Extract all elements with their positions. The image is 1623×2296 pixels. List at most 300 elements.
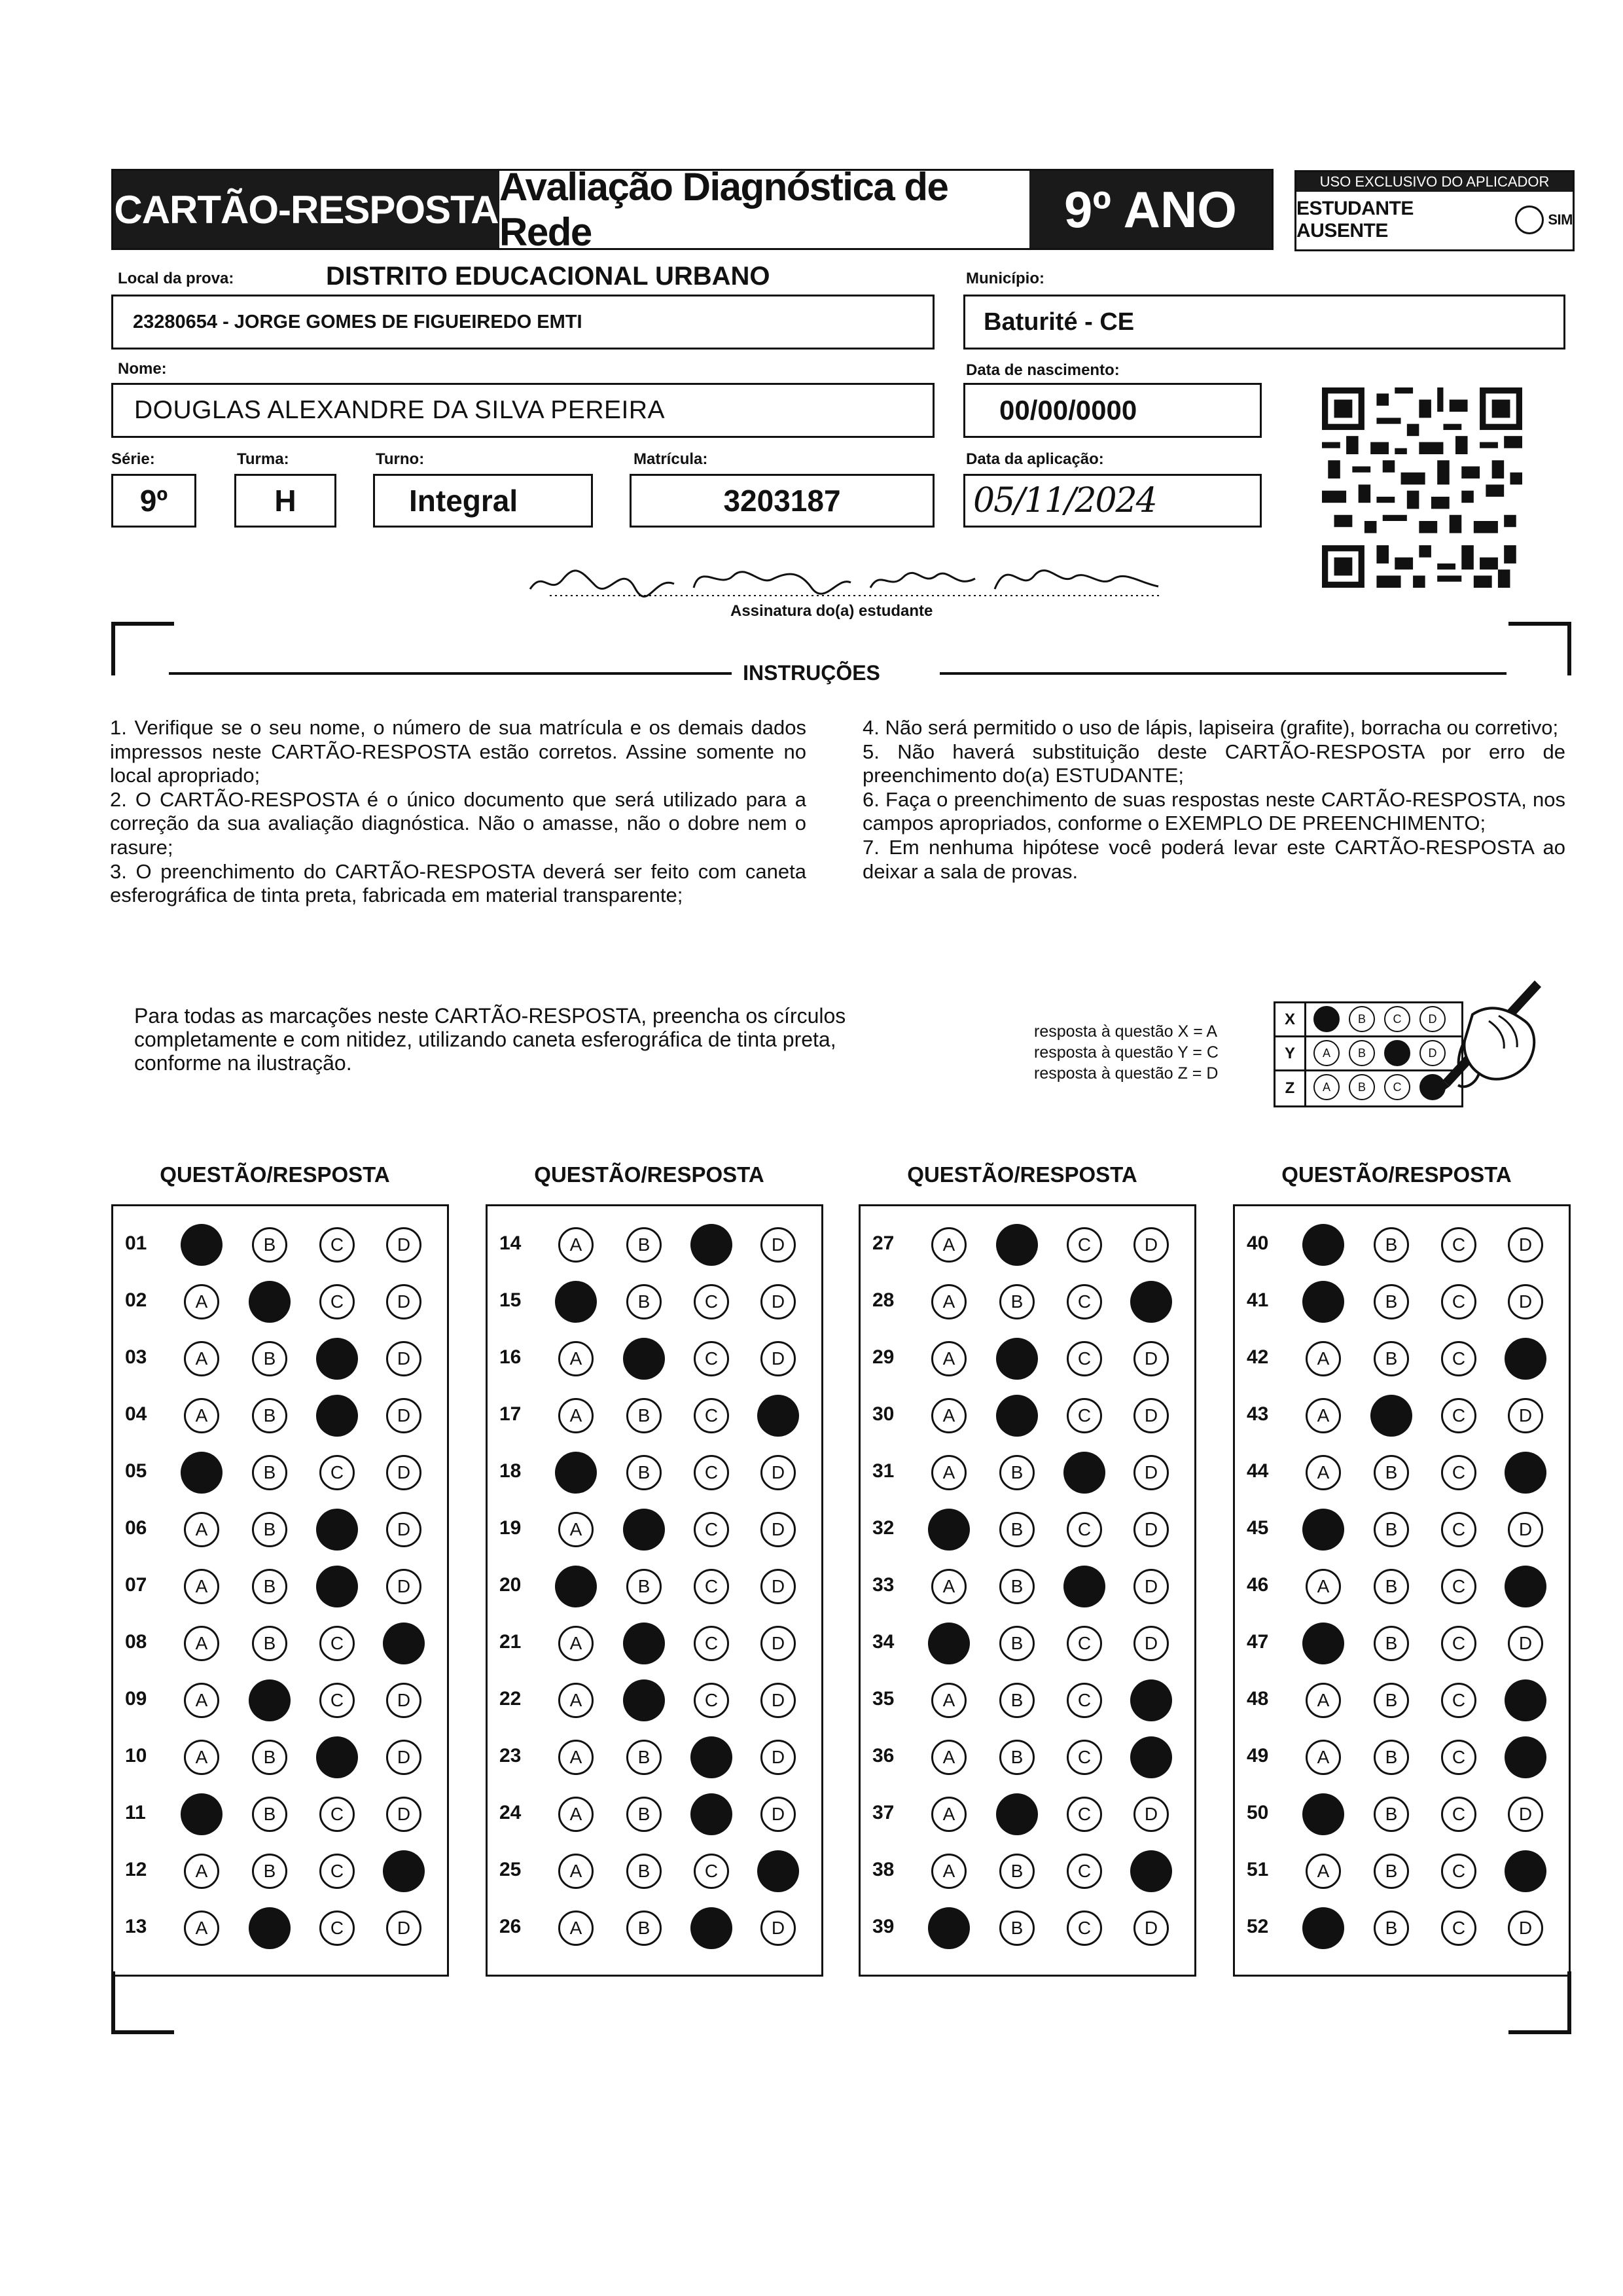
question-number: 20 <box>499 1574 522 1596</box>
answer-bubble-36-b[interactable]: B <box>999 1740 1035 1775</box>
answer-bubble-17-c[interactable]: C <box>694 1398 729 1433</box>
answer-bubble-42-a[interactable]: A <box>1306 1341 1341 1376</box>
answer-bubble-15-a[interactable] <box>555 1281 597 1323</box>
answer-bubble-19-c[interactable]: C <box>694 1512 729 1547</box>
answer-bubble-47-c[interactable]: C <box>1441 1626 1476 1661</box>
answer-bubble-40-c[interactable]: C <box>1441 1227 1476 1263</box>
answer-bubble-25-b[interactable]: B <box>626 1854 662 1889</box>
answer-bubble-18-d[interactable]: D <box>760 1455 796 1490</box>
answer-bubble-09-a[interactable]: A <box>184 1683 219 1718</box>
answer-bubble-14-a[interactable]: A <box>558 1227 594 1263</box>
answer-bubble-32-a[interactable] <box>928 1509 970 1551</box>
answer-bubble-41-b[interactable]: B <box>1374 1284 1409 1319</box>
answer-panel-1 <box>111 1204 449 1977</box>
answer-bubble-02-a[interactable]: A <box>184 1284 219 1319</box>
answer-bubble-14-c[interactable] <box>690 1224 732 1266</box>
question-row-09 <box>113 1672 447 1729</box>
answer-bubble-13-a[interactable]: A <box>184 1910 219 1946</box>
answer-bubble-26-c[interactable] <box>690 1907 732 1949</box>
answer-bubble-40-b[interactable]: B <box>1374 1227 1409 1263</box>
instruction-1: 1. Verifique se o seu nome, o número de sua matrícula e os demais dados impressos neste CARTÃO-RESPOSTA estão corretos. Assine somente no local apropriado; <box>110 716 806 787</box>
answer-bubble-01-c[interactable]: C <box>319 1227 355 1263</box>
answer-bubble-45-d[interactable]: D <box>1508 1512 1543 1547</box>
answer-bubble-35-a[interactable]: A <box>931 1683 967 1718</box>
turma-label: Turma: <box>237 450 289 468</box>
answer-bubble-31-b[interactable]: B <box>999 1455 1035 1490</box>
answer-bubble-05-c[interactable]: C <box>319 1455 355 1490</box>
answer-bubble-19-a[interactable]: A <box>558 1512 594 1547</box>
answer-bubble-24-a[interactable]: A <box>558 1797 594 1832</box>
answer-bubble-04-a[interactable]: A <box>184 1398 219 1433</box>
question-row-18 <box>488 1444 821 1501</box>
answer-bubble-20-a[interactable] <box>555 1566 597 1607</box>
answer-bubble-44-c[interactable]: C <box>1441 1455 1476 1490</box>
answer-bubble-28-a[interactable]: A <box>931 1284 967 1319</box>
answer-bubble-36-a[interactable]: A <box>931 1740 967 1775</box>
answer-bubble-23-c[interactable] <box>690 1736 732 1778</box>
answer-bubble-27-c[interactable]: C <box>1067 1227 1102 1263</box>
question-row-39 <box>861 1899 1194 1956</box>
example-key: X <box>1275 1003 1306 1035</box>
answer-bubble-08-d[interactable] <box>383 1623 425 1664</box>
answer-bubble-32-d[interactable]: D <box>1133 1512 1169 1547</box>
column-title-3: QUESTÃO/RESPOSTA <box>907 1162 1137 1187</box>
instruction-5: 5. Não haverá substituição deste CARTÃO-RESPOSTA por erro de preenchimento do(a) ESTUDANTE; <box>863 740 1565 787</box>
aplic-field[interactable] <box>963 474 1262 528</box>
question-number: 21 <box>499 1631 522 1653</box>
question-row-07 <box>113 1558 447 1615</box>
answer-bubble-39-b[interactable]: B <box>999 1910 1035 1946</box>
answer-bubble-27-b[interactable] <box>996 1224 1038 1266</box>
answer-bubble-43-b[interactable] <box>1370 1395 1412 1437</box>
question-number: 30 <box>872 1403 895 1425</box>
answer-bubble-21-a[interactable]: A <box>558 1626 594 1661</box>
answer-bubble-05-d[interactable]: D <box>386 1455 421 1490</box>
answer-bubble-43-a[interactable]: A <box>1306 1398 1341 1433</box>
answer-bubble-47-d[interactable]: D <box>1508 1626 1543 1661</box>
answer-bubble-34-a[interactable] <box>928 1623 970 1664</box>
answer-bubble-30-a[interactable]: A <box>931 1398 967 1433</box>
local-value: DISTRITO EDUCACIONAL URBANO <box>326 262 770 291</box>
answer-bubble-03-b[interactable]: B <box>252 1341 287 1376</box>
answer-bubble-22-a[interactable]: A <box>558 1683 594 1718</box>
applicator-title: USO EXCLUSIVO DO APLICADOR <box>1296 172 1573 192</box>
answer-bubble-31-d[interactable]: D <box>1133 1455 1169 1490</box>
example-label-z: resposta à questão Z = D <box>1034 1064 1219 1083</box>
answer-bubble-03-a[interactable]: A <box>184 1341 219 1376</box>
question-number: 33 <box>872 1574 895 1596</box>
answer-bubble-23-a[interactable]: A <box>558 1740 594 1775</box>
answer-bubble-46-a[interactable]: A <box>1306 1569 1341 1604</box>
instructions-right <box>863 716 1565 884</box>
answer-bubble-20-c[interactable]: C <box>694 1569 729 1604</box>
answer-bubble-11-b[interactable]: B <box>252 1797 287 1832</box>
question-number: 27 <box>872 1232 895 1254</box>
answer-bubble-51-c[interactable]: C <box>1441 1854 1476 1889</box>
nome-value: DOUGLAS ALEXANDRE DA SILVA PEREIRA <box>134 396 666 424</box>
answer-bubble-37-a[interactable]: A <box>931 1797 967 1832</box>
pen-hand-icon <box>1427 975 1544 1113</box>
answer-bubble-27-d[interactable]: D <box>1133 1227 1169 1263</box>
absent-bubble[interactable] <box>1515 206 1544 234</box>
question-number: 31 <box>872 1460 895 1482</box>
answer-bubble-11-c[interactable]: C <box>319 1797 355 1832</box>
answer-bubble-38-b[interactable]: B <box>999 1854 1035 1889</box>
answer-bubble-45-a[interactable] <box>1302 1509 1344 1551</box>
answer-bubble-44-d[interactable] <box>1505 1452 1546 1494</box>
example-label-x: resposta à questão X = A <box>1034 1022 1218 1041</box>
answer-bubble-07-d[interactable]: D <box>386 1569 421 1604</box>
question-row-01 <box>113 1216 447 1273</box>
question-number: 17 <box>499 1403 522 1425</box>
question-row-03 <box>113 1330 447 1387</box>
question-row-20 <box>488 1558 821 1615</box>
answer-bubble-17-b[interactable]: B <box>626 1398 662 1433</box>
question-number: 05 <box>125 1460 147 1482</box>
answer-bubble-31-a[interactable]: A <box>931 1455 967 1490</box>
answer-bubble-01-d[interactable]: D <box>386 1227 421 1263</box>
answer-bubble-16-d[interactable]: D <box>760 1341 796 1376</box>
answer-bubble-47-a[interactable] <box>1302 1623 1344 1664</box>
question-row-33 <box>861 1558 1194 1615</box>
answer-bubble-42-c[interactable]: C <box>1441 1341 1476 1376</box>
answer-bubble-45-b[interactable]: B <box>1374 1512 1409 1547</box>
nasc-value: 00/00/0000 <box>999 395 1137 425</box>
question-row-26 <box>488 1899 821 1956</box>
question-row-25 <box>488 1842 821 1899</box>
answer-bubble-25-d[interactable] <box>757 1850 799 1892</box>
nasc-field <box>963 383 1262 438</box>
answer-bubble-22-b[interactable] <box>623 1679 665 1721</box>
answer-bubble-49-a[interactable]: A <box>1306 1740 1341 1775</box>
answer-bubble-03-d[interactable]: D <box>386 1341 421 1376</box>
answer-bubble-29-c[interactable]: C <box>1067 1341 1102 1376</box>
answer-bubble-50-d[interactable]: D <box>1508 1797 1543 1832</box>
answer-bubble-15-c[interactable]: C <box>694 1284 729 1319</box>
answer-bubble-32-c[interactable]: C <box>1067 1512 1102 1547</box>
answer-bubble-19-b[interactable] <box>623 1509 665 1551</box>
answer-bubble-34-d[interactable]: D <box>1133 1626 1169 1661</box>
question-row-32 <box>861 1501 1194 1558</box>
answer-bubble-05-b[interactable]: B <box>252 1455 287 1490</box>
example-key: Y <box>1275 1037 1306 1069</box>
question-number: 34 <box>872 1631 895 1653</box>
municipio-value: Baturité - CE <box>984 308 1135 336</box>
question-number: 49 <box>1247 1745 1269 1767</box>
answer-bubble-42-d[interactable] <box>1505 1338 1546 1380</box>
answer-bubble-07-b[interactable]: B <box>252 1569 287 1604</box>
answer-bubble-10-c[interactable] <box>316 1736 358 1778</box>
answer-bubble-29-d[interactable]: D <box>1133 1341 1169 1376</box>
answer-bubble-39-a[interactable] <box>928 1907 970 1949</box>
answer-bubble-25-a[interactable]: A <box>558 1854 594 1889</box>
answer-bubble-33-b[interactable]: B <box>999 1569 1035 1604</box>
answer-bubble-19-d[interactable]: D <box>760 1512 796 1547</box>
answer-bubble-33-c[interactable] <box>1063 1566 1105 1607</box>
turno-value: Integral <box>409 484 518 518</box>
answer-bubble-13-b[interactable] <box>249 1907 291 1949</box>
answer-panel-4 <box>1233 1204 1571 1977</box>
answer-bubble-34-c[interactable]: C <box>1067 1626 1102 1661</box>
answer-bubble-51-b[interactable]: B <box>1374 1854 1409 1889</box>
answer-bubble-22-d[interactable]: D <box>760 1683 796 1718</box>
answer-bubble-11-a[interactable] <box>181 1793 223 1835</box>
answer-bubble-33-d[interactable]: D <box>1133 1569 1169 1604</box>
answer-bubble-46-d[interactable] <box>1505 1566 1546 1607</box>
question-number: 40 <box>1247 1232 1269 1254</box>
answer-bubble-21-d[interactable]: D <box>760 1626 796 1661</box>
answer-bubble-12-c[interactable]: C <box>319 1854 355 1889</box>
answer-bubble-06-d[interactable]: D <box>386 1512 421 1547</box>
fill-instruction: Para todas as marcações neste CARTÃO-RESPOSTA, preencha os círculos completamente e com nitidez, utilizando caneta esferográfica de tinta preta, conforme na ilustração. <box>134 1004 846 1075</box>
answer-bubble-06-a[interactable]: A <box>184 1512 219 1547</box>
answer-bubble-26-b[interactable]: B <box>626 1910 662 1946</box>
answer-bubble-11-d[interactable]: D <box>386 1797 421 1832</box>
question-row-40 <box>1235 1216 1569 1273</box>
answer-bubble-43-d[interactable]: D <box>1508 1398 1543 1433</box>
answer-bubble-02-b[interactable] <box>249 1281 291 1323</box>
answer-bubble-26-d[interactable]: D <box>760 1910 796 1946</box>
example-bubble-a <box>1313 1006 1340 1032</box>
answer-bubble-24-c[interactable] <box>690 1793 732 1835</box>
answer-bubble-40-a[interactable] <box>1302 1224 1344 1266</box>
answer-bubble-20-b[interactable]: B <box>626 1569 662 1604</box>
question-row-51 <box>1235 1842 1569 1899</box>
answer-bubble-09-b[interactable] <box>249 1679 291 1721</box>
question-number: 38 <box>872 1859 895 1880</box>
question-number: 39 <box>872 1916 895 1937</box>
turno-label: Turno: <box>376 450 425 468</box>
answer-bubble-20-d[interactable]: D <box>760 1569 796 1604</box>
question-number: 02 <box>125 1289 147 1311</box>
answer-bubble-22-c[interactable]: C <box>694 1683 729 1718</box>
answer-bubble-24-b[interactable]: B <box>626 1797 662 1832</box>
question-number: 15 <box>499 1289 522 1311</box>
answer-bubble-39-c[interactable]: C <box>1067 1910 1102 1946</box>
answer-bubble-50-a[interactable] <box>1302 1793 1344 1835</box>
question-row-49 <box>1235 1729 1569 1785</box>
answer-bubble-05-a[interactable] <box>181 1452 223 1494</box>
answer-bubble-04-c[interactable] <box>316 1395 358 1437</box>
answer-bubble-09-c[interactable]: C <box>319 1683 355 1718</box>
answer-bubble-51-a[interactable]: A <box>1306 1854 1341 1889</box>
answer-bubble-12-b[interactable]: B <box>252 1854 287 1889</box>
answer-bubble-14-b[interactable]: B <box>626 1227 662 1263</box>
question-number: 36 <box>872 1745 895 1767</box>
example-bubble-d: D <box>1419 1006 1446 1032</box>
answer-bubble-38-c[interactable]: C <box>1067 1854 1102 1889</box>
answer-bubble-51-d[interactable] <box>1505 1850 1546 1892</box>
question-row-12 <box>113 1842 447 1899</box>
answer-bubble-23-b[interactable]: B <box>626 1740 662 1775</box>
question-number: 32 <box>872 1517 895 1539</box>
answer-bubble-47-b[interactable]: B <box>1374 1626 1409 1661</box>
question-row-48 <box>1235 1672 1569 1729</box>
answer-bubble-30-c[interactable]: C <box>1067 1398 1102 1433</box>
answer-bubble-12-a[interactable]: A <box>184 1854 219 1889</box>
example-labels <box>1034 1021 1219 1084</box>
answer-bubble-49-b[interactable]: B <box>1374 1740 1409 1775</box>
answer-bubble-15-d[interactable]: D <box>760 1284 796 1319</box>
answer-bubble-04-d[interactable]: D <box>386 1398 421 1433</box>
answer-bubble-28-d[interactable] <box>1130 1281 1172 1323</box>
answer-bubble-52-c[interactable]: C <box>1441 1910 1476 1946</box>
answer-bubble-48-d[interactable] <box>1505 1679 1546 1721</box>
answer-bubble-01-b[interactable]: B <box>252 1227 287 1263</box>
question-number: 22 <box>499 1688 522 1710</box>
question-row-31 <box>861 1444 1194 1501</box>
answer-bubble-12-d[interactable] <box>383 1850 425 1892</box>
answer-bubble-50-c[interactable]: C <box>1441 1797 1476 1832</box>
matricula-label: Matrícula: <box>633 450 708 468</box>
answer-bubble-13-c[interactable]: C <box>319 1910 355 1946</box>
question-row-06 <box>113 1501 447 1558</box>
answer-bubble-08-b[interactable]: B <box>252 1626 287 1661</box>
answer-bubble-23-d[interactable]: D <box>760 1740 796 1775</box>
answer-bubble-10-d[interactable]: D <box>386 1740 421 1775</box>
answer-bubble-08-c[interactable]: C <box>319 1626 355 1661</box>
answer-bubble-41-c[interactable]: C <box>1441 1284 1476 1319</box>
answer-bubble-29-a[interactable]: A <box>931 1341 967 1376</box>
answer-bubble-49-c[interactable]: C <box>1441 1740 1476 1775</box>
answer-bubble-13-d[interactable]: D <box>386 1910 421 1946</box>
answer-bubble-33-a[interactable]: A <box>931 1569 967 1604</box>
question-number: 28 <box>872 1289 895 1311</box>
answer-bubble-15-b[interactable]: B <box>626 1284 662 1319</box>
instruction-2: 2. O CARTÃO-RESPOSTA é o único documento que será utilizado para a correção da sua avaliação diagnóstica. Não o amasse, não o dobre nem o rasure; <box>110 787 806 859</box>
answer-bubble-44-a[interactable]: A <box>1306 1455 1341 1490</box>
answer-bubble-32-b[interactable]: B <box>999 1512 1035 1547</box>
answer-bubble-28-c[interactable]: C <box>1067 1284 1102 1319</box>
question-number: 47 <box>1247 1631 1269 1653</box>
answer-bubble-25-c[interactable]: C <box>694 1854 729 1889</box>
answer-bubble-48-c[interactable]: C <box>1441 1683 1476 1718</box>
answer-bubble-09-d[interactable]: D <box>386 1683 421 1718</box>
answer-bubble-16-c[interactable]: C <box>694 1341 729 1376</box>
instructions-left <box>110 716 806 908</box>
answer-bubble-49-d[interactable] <box>1505 1736 1546 1778</box>
answer-bubble-17-a[interactable]: A <box>558 1398 594 1433</box>
answer-bubble-04-b[interactable]: B <box>252 1398 287 1433</box>
answer-bubble-21-b[interactable] <box>623 1623 665 1664</box>
answer-bubble-35-b[interactable]: B <box>999 1683 1035 1718</box>
answer-bubble-06-c[interactable] <box>316 1509 358 1551</box>
answer-bubble-30-d[interactable]: D <box>1133 1398 1169 1433</box>
question-row-50 <box>1235 1785 1569 1842</box>
applicator-box <box>1294 170 1575 251</box>
question-row-08 <box>113 1615 447 1672</box>
question-number: 41 <box>1247 1289 1269 1311</box>
local-label: Local da prova: <box>118 270 234 287</box>
answer-bubble-30-b[interactable] <box>996 1395 1038 1437</box>
question-number: 37 <box>872 1802 895 1823</box>
answer-bubble-38-d[interactable] <box>1130 1850 1172 1892</box>
question-row-46 <box>1235 1558 1569 1615</box>
answer-bubble-42-b[interactable]: B <box>1374 1341 1409 1376</box>
answer-bubble-02-c[interactable]: C <box>319 1284 355 1319</box>
answer-bubble-46-b[interactable]: B <box>1374 1569 1409 1604</box>
answer-bubble-02-d[interactable]: D <box>386 1284 421 1319</box>
question-row-16 <box>488 1330 821 1387</box>
question-row-34 <box>861 1615 1194 1672</box>
answer-bubble-39-d[interactable]: D <box>1133 1910 1169 1946</box>
answer-bubble-52-a[interactable] <box>1302 1907 1344 1949</box>
question-row-52 <box>1235 1899 1569 1956</box>
question-row-41 <box>1235 1273 1569 1330</box>
sim-label: SIM <box>1548 211 1573 228</box>
example-bubble-c: C <box>1384 1074 1410 1100</box>
question-row-02 <box>113 1273 447 1330</box>
answer-bubble-46-c[interactable]: C <box>1441 1569 1476 1604</box>
question-number: 16 <box>499 1346 522 1368</box>
answer-bubble-40-d[interactable]: D <box>1508 1227 1543 1263</box>
answer-bubble-08-a[interactable]: A <box>184 1626 219 1661</box>
answer-bubble-16-a[interactable]: A <box>558 1341 594 1376</box>
example-bubble-b: B <box>1349 1074 1375 1100</box>
answer-bubble-34-b[interactable]: B <box>999 1626 1035 1661</box>
answer-bubble-18-b[interactable]: B <box>626 1455 662 1490</box>
answer-bubble-06-b[interactable]: B <box>252 1512 287 1547</box>
answer-bubble-48-a[interactable]: A <box>1306 1683 1341 1718</box>
answer-bubble-17-d[interactable] <box>757 1395 799 1437</box>
question-row-10 <box>113 1729 447 1785</box>
answer-bubble-50-b[interactable]: B <box>1374 1797 1409 1832</box>
question-number: 46 <box>1247 1574 1269 1596</box>
answer-bubble-07-c[interactable] <box>316 1566 358 1607</box>
example-key: Z <box>1275 1071 1306 1105</box>
answer-bubble-48-b[interactable]: B <box>1374 1683 1409 1718</box>
answer-bubble-10-b[interactable]: B <box>252 1740 287 1775</box>
answer-bubble-07-a[interactable]: A <box>184 1569 219 1604</box>
answer-bubble-18-a[interactable] <box>555 1452 597 1494</box>
answer-bubble-31-c[interactable] <box>1063 1452 1105 1494</box>
answer-bubble-24-d[interactable]: D <box>760 1797 796 1832</box>
answer-bubble-41-d[interactable]: D <box>1508 1284 1543 1319</box>
answer-bubble-28-b[interactable]: B <box>999 1284 1035 1319</box>
answer-bubble-36-d[interactable] <box>1130 1736 1172 1778</box>
answer-bubble-37-b[interactable] <box>996 1793 1038 1835</box>
answer-bubble-37-c[interactable]: C <box>1067 1797 1102 1832</box>
answer-bubble-27-a[interactable]: A <box>931 1227 967 1263</box>
answer-bubble-52-b[interactable]: B <box>1374 1910 1409 1946</box>
answer-bubble-26-a[interactable]: A <box>558 1910 594 1946</box>
answer-bubble-52-d[interactable]: D <box>1508 1910 1543 1946</box>
question-number: 13 <box>125 1916 147 1937</box>
question-row-17 <box>488 1387 821 1444</box>
question-number: 06 <box>125 1517 147 1539</box>
answer-bubble-36-c[interactable]: C <box>1067 1740 1102 1775</box>
answer-panel-2 <box>486 1204 823 1977</box>
answer-bubble-29-b[interactable] <box>996 1338 1038 1380</box>
answer-bubble-43-c[interactable]: C <box>1441 1398 1476 1433</box>
answer-bubble-45-c[interactable]: C <box>1441 1512 1476 1547</box>
answer-bubble-16-b[interactable] <box>623 1338 665 1380</box>
answer-bubble-01-a[interactable] <box>181 1224 223 1266</box>
answer-bubble-38-a[interactable]: A <box>931 1854 967 1889</box>
question-row-35 <box>861 1672 1194 1729</box>
answer-bubble-44-b[interactable]: B <box>1374 1455 1409 1490</box>
answer-bubble-10-a[interactable]: A <box>184 1740 219 1775</box>
answer-bubble-18-c[interactable]: C <box>694 1455 729 1490</box>
answer-bubble-35-c[interactable]: C <box>1067 1683 1102 1718</box>
answer-bubble-35-d[interactable] <box>1130 1679 1172 1721</box>
answer-bubble-21-c[interactable]: C <box>694 1626 729 1661</box>
answer-bubble-03-c[interactable] <box>316 1338 358 1380</box>
question-number: 07 <box>125 1574 147 1596</box>
answer-bubble-14-d[interactable]: D <box>760 1227 796 1263</box>
answer-bubble-37-d[interactable]: D <box>1133 1797 1169 1832</box>
answer-bubble-41-a[interactable] <box>1302 1281 1344 1323</box>
